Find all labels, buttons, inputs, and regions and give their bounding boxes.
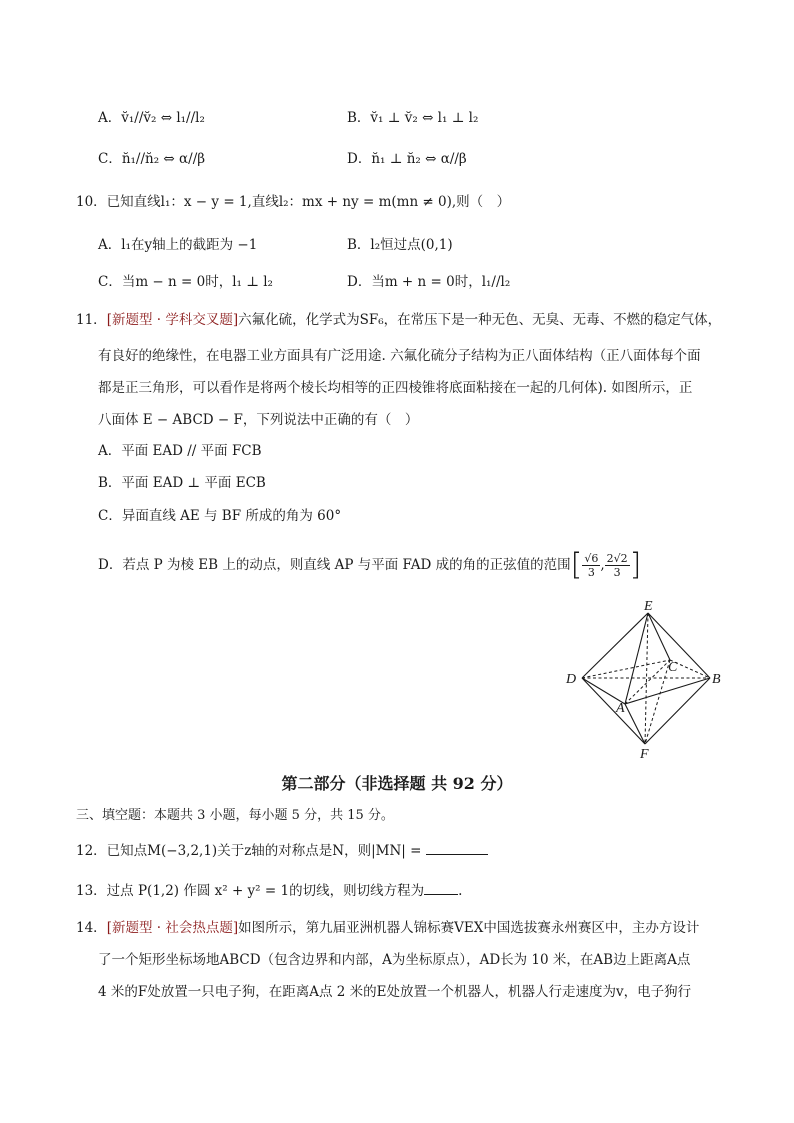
edge-ED: [582, 613, 648, 678]
q14-number: 14．: [76, 920, 107, 936]
q14-text-1: 如图所示，第九届亚洲机器人锦标赛VEX中国选拔赛永州赛区中，主办方设计: [238, 920, 700, 936]
q9-option-c: C．n̆₁//n̆₂ ⇔ α//β: [98, 151, 206, 167]
q14-tag: [新题型 · 社会热点题]: [106, 920, 239, 936]
q11-number: 11．: [76, 312, 107, 328]
q11-tag: [新题型 · 学科交叉题]: [106, 312, 239, 328]
right-bracket: ]: [629, 547, 642, 583]
octahedron-figure: [560, 598, 730, 760]
edge-EA: [625, 613, 648, 704]
q10-option-d: D．当m + n = 0时，l₁//l₂: [347, 274, 511, 290]
section-3-header: 三、填空题：本题共 3 小题，每小题 5 分，共 15 分。: [76, 808, 394, 823]
part2-title: 第二部分（非选择题 共 92 分）: [281, 774, 513, 793]
q13-text: 13．过点 P(1,2) 作圆 x² + y² = 1的切线，则切线方程为: [76, 883, 425, 899]
q10-option-c: C．当m − n = 0时，l₁ ⊥ l₂: [98, 274, 273, 290]
q13-answer-blank[interactable]: [424, 880, 458, 895]
q14-line-3: 4 米的F处放置一只电子狗，在距离A点 2 米的E处放置一个机器人，机器人行走速度为v，电子狗行: [98, 984, 692, 1000]
q10-stem: 10．已知直线l₁：x − y = 1,直线l₂：mx + ny = m(mn ≠ 0),则（ ）: [76, 194, 511, 210]
q11-text-1: 六氟化硫，化学式为SF₆，在常压下是一种无色、无臭、无毒、不燃的稳定气体，: [238, 312, 722, 328]
left-bracket: [: [570, 547, 583, 583]
q12-text: 12．已知点M(−3,2,1)关于z轴的对称点是N，则|MN| =: [76, 843, 426, 859]
q12: [76, 840, 488, 861]
fraction-sqrt6-over-3: $\frac{√6}{3}$: [584, 552, 599, 579]
q11-line-3: 都是正三角形，可以看作是将两个棱长均相等的正四棱锥将底面粘接在一起的几何体). 如图所示，正: [98, 380, 693, 396]
edge-AF: [625, 704, 645, 744]
edge-DF: [582, 678, 645, 744]
label-F: F: [640, 747, 649, 760]
q9-option-b: B．v̆₁ ⊥ v̆₂ ⇔ l₁ ⊥ l₂: [347, 110, 479, 126]
edge-EB: [648, 613, 710, 678]
label-C: C: [668, 660, 678, 675]
q11-option-d: D．若点 P 为棱 EB 上的动点，则直线 AP 与平面 FAD 成的角的正弦值的范围[ $\frac{√6}{3}$ , $\frac{2√2}{3}$ ]: [98, 547, 642, 583]
q11-option-b: B．平面 EAD ⊥ 平面 ECB: [98, 475, 266, 491]
q14-line-2: 了一个矩形坐标场地ABCD（包含边界和内部，A为坐标原点），AD长为 10 米，在AB边上距离A点: [98, 952, 691, 968]
q11-line-2: 有良好的绝缘性，在电器工业方面具有广泛用途. 六氟化硫分子结构为正八面体结构（正八面体每个面: [98, 348, 701, 364]
fraction-2sqrt2-over-3: $\frac{2√2}{3}$: [606, 552, 628, 579]
edge-EC: [648, 613, 670, 660]
label-E: E: [644, 599, 653, 614]
q14-line-1: [76, 918, 699, 938]
q9-option-a: A．v̆₁//v̆₂ ⇔ l₁//l₂: [98, 110, 205, 126]
label-D: D: [566, 672, 577, 687]
q9-option-d: D．n̆₁ ⊥ n̆₂ ⇔ α//β: [347, 151, 467, 167]
label-B: B: [712, 672, 721, 687]
q11-line-1: [76, 310, 721, 330]
label-A: A: [616, 701, 625, 716]
q11-line-4: 八面体 E − ABCD − F，下列说法中正确的有（ ）: [98, 412, 419, 428]
q11-option-d-text: D．若点 P 为棱 EB 上的动点，则直线 AP 与平面 FAD 成的角的正弦值的范围: [98, 557, 571, 573]
q13-period: .: [458, 883, 463, 899]
edge-DC: [582, 660, 670, 678]
q10-option-a: A．l₁在y轴上的截距为 −1: [98, 237, 258, 253]
q11-option-a: A．平面 EAD // 平面 FCB: [98, 443, 262, 459]
q13: [76, 880, 462, 901]
q10-option-b: B．l₂恒过点(0,1): [347, 237, 453, 253]
q11-option-c: C．异面直线 AE 与 BF 所成的角为 60°: [98, 508, 342, 524]
q12-answer-blank[interactable]: [426, 840, 488, 855]
